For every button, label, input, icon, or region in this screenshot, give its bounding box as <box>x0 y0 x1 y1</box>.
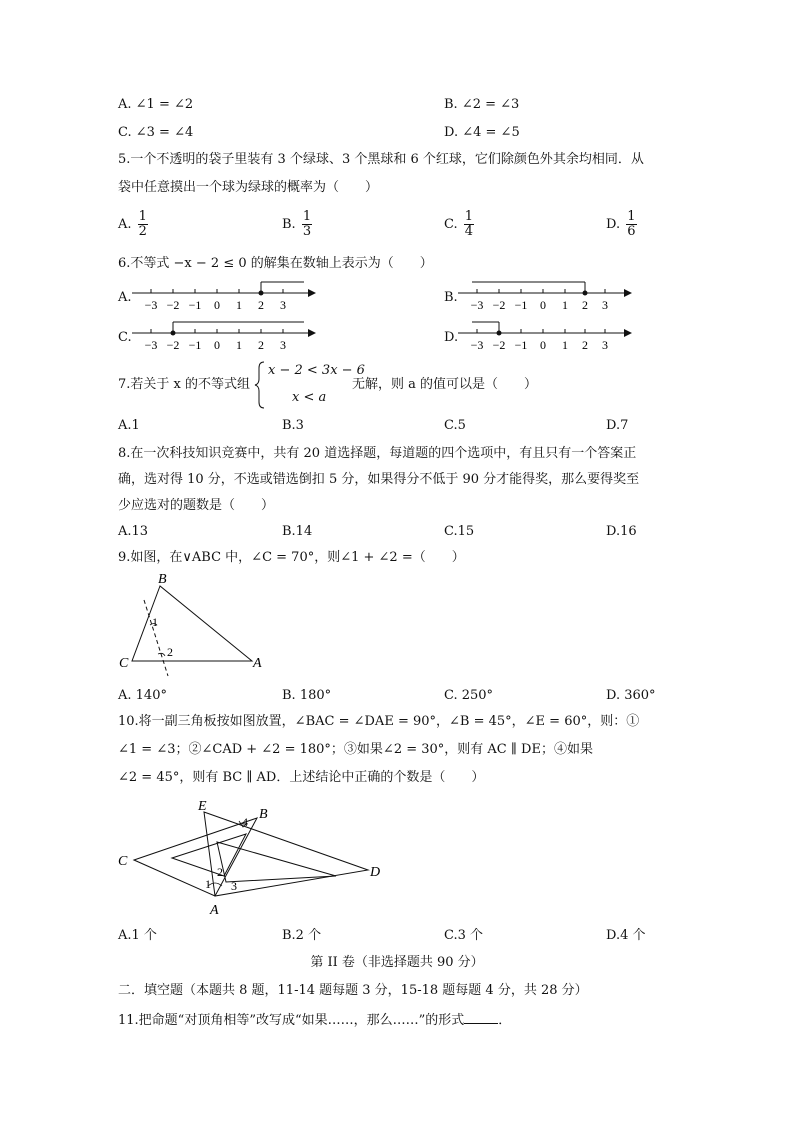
q9-option-a: A. 140° <box>118 688 167 703</box>
q10-stem-line3: ∠2 = 45°，则有 BC ∥ AD．上述结论中正确的个数是（ ） <box>118 770 485 785</box>
tick-label: 1 <box>236 298 242 312</box>
q9-angle-1: 1 <box>152 615 158 629</box>
q7-eq1: x − 2 < 3x − 6 <box>268 363 365 378</box>
q10-option-a: A.1 个 <box>118 928 157 943</box>
q9-option-b: B. 180° <box>282 688 332 703</box>
q5-d-numerator: 1 <box>627 209 636 224</box>
tick-label: 2 <box>258 338 264 352</box>
q5-b-denominator: 3 <box>302 224 312 239</box>
tick-label: 1 <box>236 338 242 352</box>
tick-label: 0 <box>214 298 220 312</box>
tick-label: 1 <box>562 298 568 312</box>
q10-label-c: C <box>118 854 128 869</box>
q4-option-d: D. ∠4 = ∠5 <box>444 125 520 140</box>
q10-angle-1: 1 <box>205 877 211 891</box>
tick-label: −2 <box>492 338 506 352</box>
q8-option-b: B.14 <box>282 524 313 539</box>
q7-eq2: x < a <box>292 390 327 405</box>
q7-suffix: 无解，则 a 的值可以是（ ） <box>352 377 538 392</box>
tick-label: −1 <box>188 338 202 352</box>
tick-label: 3 <box>280 298 286 312</box>
tick-label: −2 <box>166 338 180 352</box>
q6-option-a-label: A. <box>118 290 132 305</box>
q7-option-b: B.3 <box>282 418 304 433</box>
q6-numberline-a <box>130 278 320 314</box>
q9-label-a: A <box>253 656 262 671</box>
tick-label: −1 <box>514 338 528 352</box>
q5-c-denominator: 4 <box>464 224 474 239</box>
tick-label: 0 <box>540 338 546 352</box>
tick-label: −3 <box>470 338 484 352</box>
q10-set-squares-figure <box>112 794 392 920</box>
q9-option-c: C. 250° <box>444 688 494 703</box>
tick-label: 3 <box>602 298 608 312</box>
q10-angle-2: 2 <box>217 865 223 879</box>
section-title: 第 II 卷（非选择题共 90 分） <box>310 955 484 970</box>
q5-a-denominator: 2 <box>138 224 147 239</box>
q5-option-d-fraction <box>626 210 636 239</box>
q11-stem <box>118 1011 511 1029</box>
tick-label: −3 <box>144 338 158 352</box>
q9-triangle-figure <box>112 570 272 680</box>
tick-label: 3 <box>280 338 286 352</box>
q7-brace-icon <box>254 360 266 410</box>
q9-angle-2: 2 <box>167 645 173 659</box>
tick-label: 0 <box>540 298 546 312</box>
q6-stem: 6.不等式 −x − 2 ≤ 0 的解集在数轴上表示为（ ） <box>118 256 433 271</box>
q5-d-denominator: 6 <box>627 224 636 239</box>
section-heading: 二．填空题（本题共 8 题，11-14 题每题 3 分，15-18 题每题 4 分，共 28 分） <box>118 983 588 998</box>
q5-option-a-label: A. <box>118 217 132 232</box>
q7-option-c: C.5 <box>444 418 466 433</box>
q6-option-d-label: D. <box>444 330 459 345</box>
tick-label: −1 <box>188 298 202 312</box>
q11-period: ． <box>498 1013 512 1028</box>
tick-label: −3 <box>470 298 484 312</box>
q8-option-c: C.15 <box>444 524 475 539</box>
q5-b-numerator: 1 <box>302 209 312 224</box>
q9-stem: 9.如图，在∨ABC 中，∠C = 70°，则∠1 + ∠2 =（ ） <box>118 550 465 565</box>
tick-label: 2 <box>258 298 264 312</box>
q5-a-numerator: 1 <box>138 209 147 224</box>
tick-label: 0 <box>214 338 220 352</box>
q5-stem-line2: 袋中任意摸出一个球为绿球的概率为（ ） <box>118 180 379 195</box>
tick-label: 2 <box>582 298 588 312</box>
q6-numberline-d <box>456 318 646 354</box>
q10-option-c: C.3 个 <box>444 928 484 943</box>
q6-option-b-label: B. <box>444 290 458 305</box>
q10-stem-line1: 10.将一副三角板按如图放置，∠BAC = ∠DAE = 90°，∠B = 45°，∠E = 60°，则：① <box>118 714 640 729</box>
q5-option-d-label: D. <box>606 217 621 232</box>
q10-angle-3: 3 <box>231 879 237 893</box>
q5-option-d <box>606 210 637 239</box>
q8-stem-line1: 8.在一次科技知识竞赛中，共有 20 道选择题，每道题的四个选项中，有且只有一个答案正 <box>118 446 637 461</box>
q10-label-b: B <box>259 807 268 822</box>
tick-label: −2 <box>492 298 506 312</box>
q4-option-b: B. ∠2 = ∠3 <box>444 97 520 112</box>
q6-numberline-c <box>130 318 320 354</box>
q6-c-solid-dot <box>171 331 176 336</box>
q6-numberline-b <box>456 278 646 314</box>
q5-option-c <box>444 210 474 239</box>
q8-option-d: D.16 <box>606 524 637 539</box>
q10-label-a: A <box>210 903 219 918</box>
tick-label: −1 <box>514 298 528 312</box>
q5-c-numerator: 1 <box>464 209 474 224</box>
q9-option-d: D. 360° <box>606 688 656 703</box>
q10-option-d: D.4 个 <box>606 928 646 943</box>
tick-label: 3 <box>602 338 608 352</box>
q5-stem-line1: 5.一个不透明的袋子里装有 3 个绿球、3 个黑球和 6 个红球，它们除颜色外其余均相同．从 <box>118 152 644 167</box>
q6-b-solid-dot <box>583 291 588 296</box>
q11-text: 11.把命题“对顶角相等”改写成“如果……，那么……”的形式 <box>118 1013 465 1028</box>
q10-option-b: B.2 个 <box>282 928 322 943</box>
q6-option-c-label: C. <box>118 330 132 345</box>
q8-stem-line3: 少应选对的题数是（ ） <box>118 498 275 513</box>
q5-option-b <box>282 210 312 239</box>
q10-label-d: D <box>370 865 381 880</box>
q7-option-d: D.7 <box>606 418 629 433</box>
q5-option-b-fraction <box>302 210 312 239</box>
q6-a-solid-dot <box>259 291 264 296</box>
q10-label-e: E <box>198 799 207 814</box>
q5-option-c-label: C. <box>444 217 458 232</box>
q10-stem-line2: ∠1 = ∠3；②∠CAD + ∠2 = 180°；③如果∠2 = 30°，则有 AC ∥ DE；④如果 <box>118 742 593 757</box>
q7-prefix: 7.若关于 x 的不等式组 <box>118 377 250 392</box>
q9-label-b: B <box>158 572 167 587</box>
q4-option-c: C. ∠3 = ∠4 <box>118 125 194 140</box>
q7-option-a: A.1 <box>118 418 140 433</box>
tick-label: 2 <box>582 338 588 352</box>
q11-answer-blank[interactable] <box>464 1011 498 1024</box>
q5-option-a-fraction <box>138 210 148 239</box>
q6-d-solid-dot <box>497 331 502 336</box>
tick-label: −3 <box>144 298 158 312</box>
q4-option-a: A. ∠1 = ∠2 <box>118 97 194 112</box>
q9-label-c: C <box>119 656 129 671</box>
q10-angle-4: 4 <box>242 815 248 829</box>
q8-option-a: A.13 <box>118 524 149 539</box>
tick-label: 1 <box>562 338 568 352</box>
q8-stem-line2: 确，选对得 10 分，不选或错选倒扣 5 分，如果得分不低于 90 分才能得奖，那么要得奖至 <box>118 472 640 487</box>
q5-option-b-label: B. <box>282 217 296 232</box>
tick-label: −2 <box>166 298 180 312</box>
q5-option-a <box>118 210 148 239</box>
q5-option-c-fraction <box>464 210 474 239</box>
